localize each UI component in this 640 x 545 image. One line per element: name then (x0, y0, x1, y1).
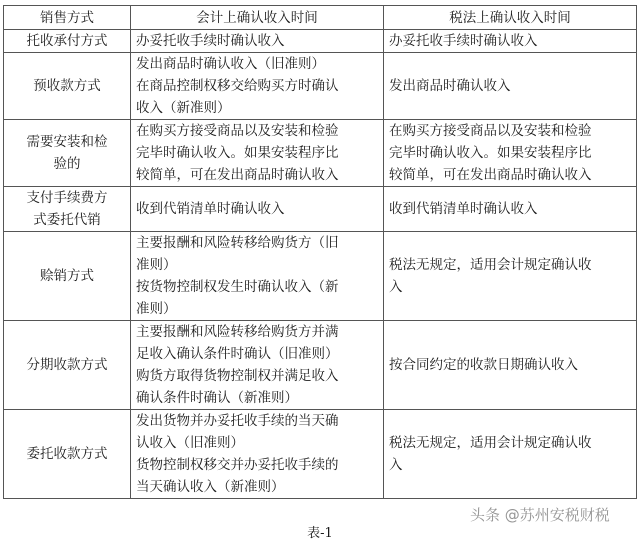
tax-cell (384, 321, 637, 410)
cell-text-line: 入 (389, 279, 403, 295)
table-row (4, 30, 637, 53)
cell-text-line: 较简单，可在发出商品时确认收入 (136, 167, 339, 183)
cell-text-line: 收入（新准则） (136, 100, 231, 116)
tax-cell (384, 232, 637, 321)
header-sales-method: 销售方式 (4, 6, 131, 30)
cell-text-line: 委托收款方式 (26, 446, 108, 462)
tax-cell (384, 187, 637, 232)
table-row (4, 120, 637, 187)
method-cell (4, 410, 131, 499)
accounting-cell (131, 187, 384, 232)
accounting-cell (131, 232, 384, 321)
tax-cell (384, 30, 637, 53)
cell-text-line: 收到代销清单时确认收入 (389, 201, 538, 217)
cell-text-line: 赊销方式 (40, 268, 94, 284)
cell-text-line: 验的 (53, 156, 81, 172)
cell-text-line: 较简单，可在发出商品时确认收入 (389, 167, 592, 183)
table-row (4, 410, 637, 499)
cell-text-line: 准则） (136, 257, 177, 273)
cell-text-line: 足收入确认条件时确认（旧准则） (136, 346, 339, 362)
cell-text-line: 发出商品时确认收入 (389, 78, 511, 94)
watermark: 头条 @苏州安税财税 (470, 506, 610, 524)
cell-text-line: 货物控制权移交并办妥托收手续的 (136, 457, 339, 473)
cell-text-line: 入 (389, 457, 403, 473)
cell-text-line: 认收入（旧准则） (136, 435, 244, 451)
method-cell (4, 53, 131, 120)
cell-text-line: 支付手续费方 (26, 190, 108, 206)
cell-text-line: 准则） (136, 301, 177, 317)
cell-text-line: 按合同约定的收款日期确认收入 (389, 357, 578, 373)
method-cell (4, 120, 131, 187)
cell-text-line: 按货物控制权发生时确认收入（新 (136, 279, 339, 295)
cell-text-line: 购货方取得货物控制权并满足收入 (136, 368, 339, 384)
tax-cell (384, 410, 637, 499)
accounting-cell (131, 120, 384, 187)
revenue-recognition-table (3, 5, 637, 499)
cell-text-line: 在购买方接受商品以及安装和检验 (389, 123, 592, 139)
cell-text-line: 税法无规定，适用会计规定确认收 (389, 257, 592, 273)
accounting-cell (131, 30, 384, 53)
method-cell (4, 232, 131, 321)
table-header-row (4, 6, 637, 30)
table-row (4, 53, 637, 120)
table-caption: 表-1 (307, 526, 333, 541)
cell-text-line: 预收款方式 (33, 78, 101, 94)
table-row (4, 232, 637, 321)
cell-text-line: 当天确认收入（新准则） (136, 479, 285, 495)
header-tax-time: 税法上确认收入时间 (384, 6, 637, 30)
cell-text-line: 托收承付方式 (26, 33, 108, 49)
cell-text-line: 发出货物并办妥托收手续的当天确 (136, 413, 339, 429)
cell-text-line: 分期收款方式 (26, 357, 108, 373)
cell-text-line: 完毕时确认收入。如果安装程序比 (136, 145, 339, 161)
cell-text-line: 办妥托收手续时确认收入 (136, 33, 285, 49)
cell-text-line: 税法无规定，适用会计规定确认收 (389, 435, 592, 451)
cell-text-line: 在商品控制权移交给购买方时确认 (136, 78, 339, 94)
tax-cell (384, 53, 637, 120)
cell-text-line: 在购买方接受商品以及安装和检验 (136, 123, 339, 139)
accounting-cell (131, 53, 384, 120)
cell-text-line: 收到代销清单时确认收入 (136, 201, 285, 217)
cell-text-line: 办妥托收手续时确认收入 (389, 33, 538, 49)
table-row (4, 187, 637, 232)
cell-text-line: 主要报酬和风险转移给购货方并满 (136, 324, 339, 340)
method-cell (4, 30, 131, 53)
table-row (4, 321, 637, 410)
accounting-cell (131, 410, 384, 499)
cell-text-line: 确认条件时确认（新准则） (136, 390, 298, 406)
cell-text-line: 完毕时确认收入。如果安装程序比 (389, 145, 592, 161)
method-cell (4, 321, 131, 410)
cell-text-line: 需要安装和检 (26, 134, 108, 150)
header-accounting-time: 会计上确认收入时间 (131, 6, 384, 30)
accounting-cell (131, 321, 384, 410)
cell-text-line: 主要报酬和风险转移给购货方（旧 (136, 235, 339, 251)
cell-text-line: 式委托代销 (33, 212, 101, 228)
method-cell (4, 187, 131, 232)
cell-text-line: 发出商品时确认收入（旧准则） (136, 56, 325, 72)
tax-cell (384, 120, 637, 187)
